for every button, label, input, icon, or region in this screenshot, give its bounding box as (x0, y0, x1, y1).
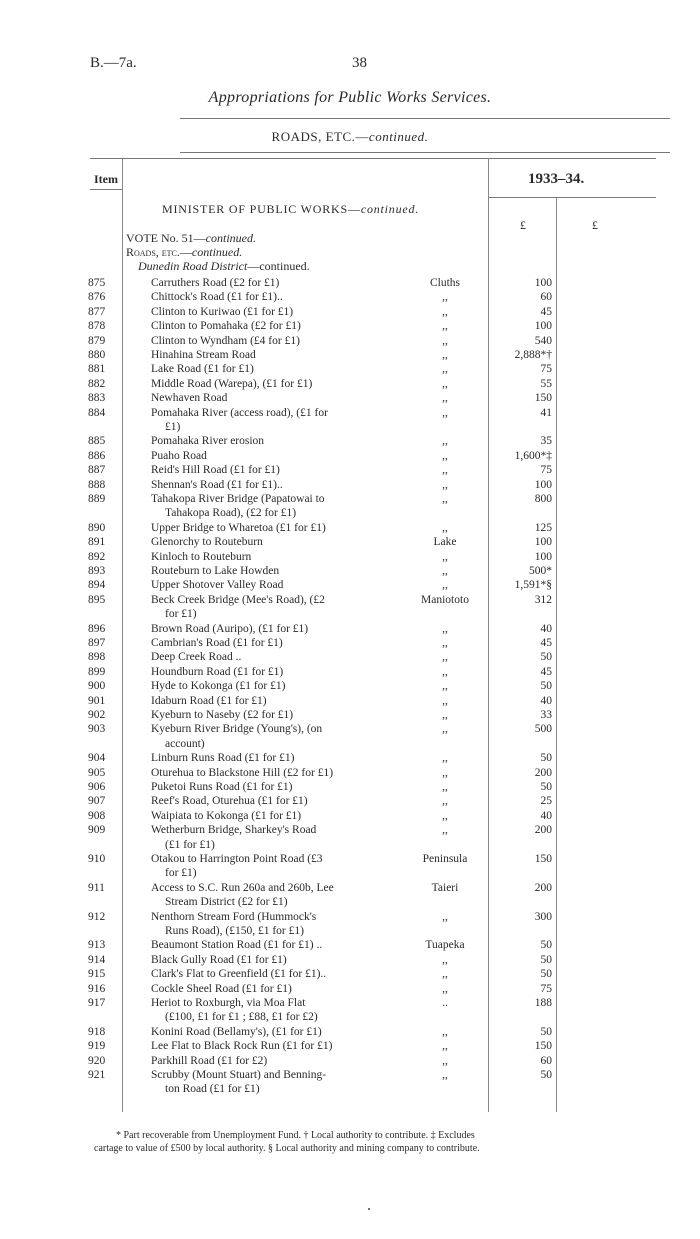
item-description: Kyeburn River Bridge (Young's), (on (151, 723, 323, 736)
item-amount: 50 (540, 680, 552, 693)
table-row (0, 794, 700, 809)
table-row (0, 751, 700, 766)
subtitle-suffix: continued. (368, 129, 429, 144)
item-district: ,, (442, 1054, 448, 1067)
table-row (0, 708, 700, 723)
item-amount: 100 (534, 320, 552, 333)
item-district: ,, (442, 1025, 448, 1038)
item-description: Hyde to Kokonga (£1 for £1) (151, 680, 286, 693)
item-number: 921 (88, 1069, 106, 1081)
table-row (0, 348, 700, 363)
item-description: Reef's Road, Oturehua (£1 for £1) (151, 795, 308, 808)
section-heading-text: MINISTER OF PUBLIC WORKS— (162, 202, 361, 216)
item-amount: 150 (534, 853, 552, 865)
item-amount: 100 (534, 277, 552, 289)
item-district: ,, (442, 766, 448, 779)
item-district: ,, (442, 305, 448, 318)
item-number: 902 (88, 709, 106, 721)
item-description: Kinloch to Routeburn (151, 550, 252, 563)
item-description: Deep Creek Road .. (151, 651, 242, 664)
item-number: 903 (88, 723, 106, 736)
item-number: 896 (88, 622, 106, 635)
item-description: Carruthers Road (£2 for £1) (151, 277, 280, 289)
table-row (0, 535, 700, 550)
item-description: Clinton to Kuriwao (£1 for £1) (151, 305, 294, 318)
item-number: 919 (88, 1040, 106, 1053)
item-amount: 150 (534, 392, 552, 405)
item-description: Heriot to Roxburgh, via Moa Flat (151, 997, 306, 1009)
vote-suffix: continued. (205, 231, 256, 245)
item-district: ,, (442, 334, 448, 347)
item-number: 914 (88, 953, 106, 966)
item-amount: 50 (540, 752, 552, 765)
item-number: 877 (88, 305, 106, 318)
item-description: Puaho Road (151, 449, 207, 462)
item-number: 901 (88, 694, 106, 707)
item-district: Peninsula (422, 853, 468, 865)
item-number: 918 (88, 1025, 106, 1038)
item-district: ,, (442, 435, 448, 448)
table-row (0, 636, 700, 651)
district-name: Dunedin Road District (138, 259, 248, 273)
item-number: 904 (88, 752, 106, 765)
table-row (0, 780, 700, 795)
currency-label-1: £ (520, 218, 526, 232)
vote-text: VOTE No. 51— (126, 231, 206, 245)
table-row (0, 449, 700, 464)
table-row (0, 305, 700, 320)
item-amount: 2,888*† (514, 349, 552, 361)
item-description: Pomahaka River (access road), (£1 for (151, 406, 328, 419)
item-amount: 50 (540, 939, 552, 952)
item-number: 897 (88, 637, 106, 649)
item-district: ,, (442, 723, 448, 736)
table-top-rule (90, 158, 656, 159)
item-amount: 75 (540, 982, 552, 995)
item-description: Cockle Sheel Road (£1 for £1) (151, 982, 292, 995)
item-district: ,, (442, 637, 448, 649)
item-amount: 50 (540, 953, 552, 966)
item-description-continued: (£100, £1 for £1 ; £88, £1 for £2) (165, 1011, 318, 1024)
item-amount: 300 (534, 910, 552, 923)
item-amount: 50 (540, 651, 552, 664)
item-description: Reid's Hill Road (£1 for £1) (151, 464, 280, 477)
item-description: Parkhill Road (£1 for £2) (151, 1054, 268, 1067)
item-description: Cambrian's Road (£1 for £1) (151, 637, 283, 649)
item-description-continued: (£1 for £1) (165, 838, 215, 851)
page-number: 38 (352, 55, 367, 71)
item-description: Upper Shotover Valley Road (151, 579, 284, 592)
table-row (0, 910, 700, 925)
item-description: Nenthorn Stream Ford (Hummock's (151, 910, 317, 923)
item-district: ,, (442, 377, 448, 390)
table-row (0, 938, 700, 953)
item-description: Clinton to Pomahaka (£2 for £1) (151, 320, 301, 333)
subtitle-rule (180, 152, 670, 153)
item-amount: 800 (534, 493, 552, 505)
item-number: 895 (88, 593, 106, 606)
item-description-continued: Stream District (£2 for £1) (165, 896, 288, 909)
table-row (0, 276, 700, 291)
item-district: ,, (442, 982, 448, 995)
item-amount: 45 (540, 305, 552, 318)
item-district: ,, (442, 665, 448, 678)
item-amount: 150 (534, 1040, 552, 1053)
table-row (0, 578, 700, 593)
item-district: ,, (442, 493, 448, 505)
item-amount: 25 (540, 795, 552, 808)
item-description: Scrubby (Mount Stuart) and Benning- (151, 1069, 327, 1081)
item-amount: 200 (534, 881, 552, 894)
table-row (0, 463, 700, 478)
item-district: ,, (442, 824, 448, 837)
item-description: Otakou to Harrington Point Road (£3 (151, 853, 323, 865)
item-district: ,, (442, 752, 448, 765)
item-amount: 100 (534, 536, 552, 549)
table-row (0, 564, 700, 579)
item-description: Clinton to Wyndham (£4 for £1) (151, 334, 300, 347)
item-description: Konini Road (Bellamy's), (£1 for £1) (151, 1025, 322, 1038)
item-amount: 312 (534, 593, 552, 606)
table-row (0, 650, 700, 665)
item-number: 893 (88, 565, 106, 577)
item-description: Newhaven Road (151, 392, 228, 405)
item-amount: 500 (534, 723, 552, 736)
item-number: 886 (88, 449, 106, 462)
item-amount: 100 (534, 478, 552, 491)
item-district: ,, (442, 449, 448, 462)
item-number: 894 (88, 579, 106, 592)
item-amount: 45 (540, 637, 552, 649)
item-district: ,, (442, 1069, 448, 1081)
item-district: ,, (442, 968, 448, 981)
item-description: Brown Road (Auripo), (£1 for £1) (151, 622, 309, 635)
item-amount: 40 (540, 622, 552, 635)
item-description: Tahakopa River Bridge (Papatowai to (151, 493, 325, 505)
item-district: ,, (442, 680, 448, 693)
item-amount: 50 (540, 781, 552, 793)
item-number: 911 (88, 881, 105, 894)
item-amount: 200 (534, 824, 552, 837)
item-description-continued: ton Road (£1 for £1) (165, 1083, 260, 1096)
item-amount: 200 (534, 766, 552, 779)
item-district: Lake (433, 536, 457, 549)
item-district: Taieri (431, 881, 459, 894)
item-amount: 500* (529, 565, 552, 577)
item-district: .. (442, 997, 448, 1009)
item-number: 889 (88, 493, 106, 505)
year-column-header: 1933–34. (528, 171, 585, 187)
item-district: ,, (442, 291, 448, 304)
roads-text: Roads, etc.— (126, 245, 192, 259)
table-row (0, 550, 700, 565)
item-number: 912 (88, 910, 106, 923)
item-description: Clark's Flat to Greenfield (£1 for £1).. (151, 968, 327, 981)
section-subtitle (0, 129, 700, 145)
item-description-continued: Runs Road), (£150, £1 for £1) (165, 925, 304, 937)
item-district: ,, (442, 320, 448, 333)
table-row (0, 996, 700, 1011)
currency-label-2: £ (592, 218, 598, 232)
item-number: 875 (88, 277, 106, 289)
table-row (0, 377, 700, 392)
item-number: 899 (88, 665, 106, 678)
item-district: ,, (442, 464, 448, 477)
table-row (0, 722, 700, 737)
item-amount: 1,600*‡ (514, 449, 552, 462)
table-row (0, 492, 700, 507)
item-amount: 75 (540, 464, 552, 477)
item-amount: 540 (534, 334, 552, 347)
item-number: 907 (88, 795, 106, 808)
item-amount: 75 (540, 363, 552, 376)
item-amount: 1,591*§ (514, 579, 552, 592)
item-district: ,, (442, 651, 448, 664)
item-description: Beaumont Station Road (£1 for £1) .. (151, 939, 323, 952)
item-district: ,, (442, 565, 448, 577)
item-description-continued: Tahakopa Road), (£2 for £1) (165, 507, 297, 520)
item-amount: 45 (540, 665, 552, 678)
item-amount: 125 (534, 521, 552, 534)
table-row (0, 953, 700, 968)
item-number: 883 (88, 392, 106, 405)
item-district: ,, (442, 622, 448, 635)
document-code: B.—7a. (90, 55, 137, 71)
page-mark (368, 1208, 370, 1210)
table-row (0, 593, 700, 608)
table-row (0, 881, 700, 896)
item-description: Hinahina Stream Road (151, 349, 256, 361)
item-amount: 50 (540, 1025, 552, 1038)
footnote-line-1: * Part recoverable from Unemployment Fund. † Local authority to contribute. ‡ Excludes (116, 1130, 475, 1141)
item-description: Upper Bridge to Wharetoa (£1 for £1) (151, 521, 326, 534)
item-district: ,, (442, 781, 448, 793)
item-description: Routeburn to Lake Howden (151, 565, 280, 577)
item-amount: 33 (540, 709, 552, 721)
item-district: ,, (442, 406, 448, 419)
table-row (0, 1054, 700, 1069)
item-description: Beck Creek Bridge (Mee's Road), (£2 (151, 593, 325, 606)
item-description: Access to S.C. Run 260a and 260b, Lee (151, 881, 334, 894)
vote-heading (126, 231, 256, 246)
item-description: Lake Road (£1 for £1) (151, 363, 254, 376)
table-row (0, 967, 700, 982)
section-heading-suffix: continued. (360, 202, 420, 216)
item-district: ,, (442, 953, 448, 966)
item-amount: 100 (534, 550, 552, 563)
item-number: 888 (88, 478, 106, 491)
table-row (0, 1068, 700, 1083)
table-row (0, 679, 700, 694)
item-district: ,, (442, 1040, 448, 1053)
item-description: Kyeburn to Naseby (£2 for £1) (151, 709, 294, 721)
item-district: ,, (442, 910, 448, 923)
item-number: 881 (88, 363, 106, 376)
table-row (0, 521, 700, 536)
item-number: 885 (88, 435, 106, 448)
item-number: 916 (88, 982, 106, 995)
item-description: Chittock's Road (£1 for £1).. (151, 291, 283, 304)
table-row (0, 334, 700, 349)
item-number: 915 (88, 968, 106, 981)
item-district: Cluths (429, 277, 461, 289)
item-amount: 188 (534, 997, 552, 1009)
item-number: 913 (88, 939, 106, 952)
item-description: Oturehua to Blackstone Hill (£2 for £1) (151, 766, 334, 779)
item-description: Linburn Runs Road (£1 for £1) (151, 752, 295, 765)
item-amount: 60 (540, 291, 552, 304)
item-description: Black Gully Road (£1 for £1) (151, 953, 287, 966)
item-description: Waipiata to Kokonga (£1 for £1) (151, 809, 302, 822)
footnote-line-2: cartage to value of £500 by local authority. § Local authority and mining company to contribute. (94, 1143, 480, 1154)
item-description: Shennan's Road (£1 for £1).. (151, 478, 283, 491)
table-row (0, 319, 700, 334)
item-number: 905 (88, 766, 106, 779)
item-amount: 40 (540, 694, 552, 707)
item-description: Glenorchy to Routeburn (151, 536, 263, 549)
item-number: 906 (88, 781, 106, 793)
item-description-continued: for £1) (165, 608, 197, 621)
item-number: 898 (88, 651, 106, 664)
table-row (0, 1025, 700, 1040)
year-header-rule (488, 197, 656, 198)
item-column-header: Item (94, 172, 118, 186)
district-heading (138, 259, 310, 274)
item-number: 887 (88, 464, 106, 477)
item-description: Middle Road (Warepa), (£1 for £1) (151, 377, 313, 390)
item-description: Wetherburn Bridge, Sharkey's Road (151, 824, 317, 837)
item-number: 890 (88, 521, 106, 534)
table-row (0, 434, 700, 449)
page-title: Appropriations for Public Works Services. (208, 89, 492, 106)
table-row (0, 362, 700, 377)
section-heading (162, 202, 419, 217)
item-number: 892 (88, 550, 106, 563)
item-district: ,, (442, 392, 448, 405)
table-row (0, 406, 700, 421)
table-row (0, 809, 700, 824)
table-row (0, 852, 700, 867)
item-number: 880 (88, 349, 106, 361)
item-description: Puketoi Runs Road (£1 for £1) (151, 781, 293, 793)
district-suffix: —continued. (247, 259, 310, 273)
item-description-continued: £1) (165, 421, 181, 433)
item-amount: 50 (540, 1069, 552, 1081)
item-district: ,, (442, 579, 448, 592)
subtitle-text: ROADS, ETC.— (271, 129, 369, 144)
item-district: Tuapeka (425, 939, 465, 952)
item-header-rule (90, 189, 122, 190)
table-row (0, 290, 700, 305)
item-description: Lee Flat to Black Rock Run (£1 for £1) (151, 1040, 333, 1053)
item-amount: 50 (540, 968, 552, 981)
item-number: 882 (88, 377, 106, 390)
item-district: ,, (442, 478, 448, 491)
title-rule (180, 118, 670, 119)
table-row (0, 478, 700, 493)
table-row (0, 982, 700, 997)
item-description: Pomahaka River erosion (151, 435, 265, 448)
item-number: 884 (88, 406, 106, 419)
item-description: Idaburn Road (£1 for £1) (151, 694, 267, 707)
item-amount: 60 (540, 1054, 552, 1067)
item-district: ,, (442, 521, 448, 534)
item-district: Maniototo (421, 593, 469, 606)
item-number: 910 (88, 853, 106, 865)
item-description-continued: account) (165, 737, 205, 750)
item-number: 917 (88, 997, 106, 1009)
item-number: 876 (88, 291, 106, 304)
item-district: ,, (442, 694, 448, 707)
item-district: ,, (442, 550, 448, 563)
item-amount: 41 (540, 406, 552, 419)
item-district: ,, (442, 809, 448, 822)
item-description-continued: for £1) (165, 867, 197, 880)
item-number: 908 (88, 809, 106, 822)
item-description: Houndburn Road (£1 for £1) (151, 665, 284, 678)
roads-heading (126, 245, 242, 260)
table-row (0, 391, 700, 406)
item-district: ,, (442, 709, 448, 721)
item-district: ,, (442, 363, 448, 376)
item-amount: 35 (540, 435, 552, 448)
item-amount: 40 (540, 809, 552, 822)
item-number: 909 (88, 824, 106, 837)
table-row (0, 1039, 700, 1054)
table-row (0, 694, 700, 709)
table-row (0, 823, 700, 838)
item-number: 879 (88, 334, 106, 347)
item-number: 891 (88, 536, 106, 549)
table-row (0, 622, 700, 637)
item-amount: 55 (540, 377, 552, 390)
item-number: 920 (88, 1054, 106, 1067)
item-number: 900 (88, 680, 106, 693)
item-district: ,, (442, 349, 448, 361)
roads-suffix: continued. (191, 245, 243, 259)
item-number: 878 (88, 320, 106, 333)
table-row (0, 665, 700, 680)
table-row (0, 766, 700, 781)
item-district: ,, (442, 795, 448, 808)
